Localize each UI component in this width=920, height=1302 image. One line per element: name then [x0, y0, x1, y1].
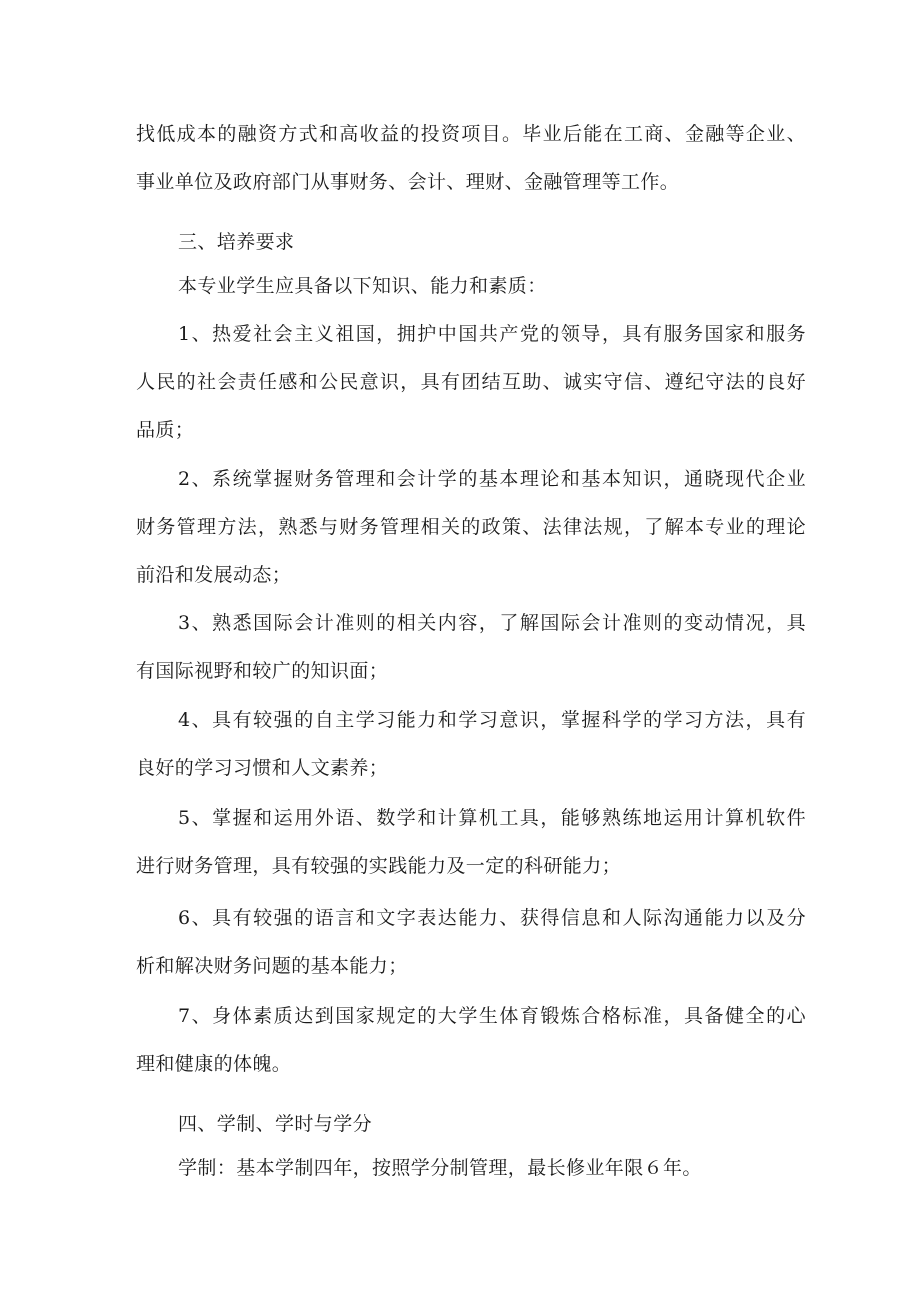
list-item-line: 财务管理方法，熟悉与财务管理相关的政策、法律法规，了解本专业的理论 — [136, 516, 806, 538]
list-item-line: 理和健康的体魄。 — [136, 1053, 292, 1075]
list-item-line: 5、掌握和运用外语、数学和计算机工具，能够熟练地运用计算机软件 — [178, 807, 806, 829]
list-item-line: 1、热爱社会主义祖国，拥护中国共产党的领导，具有服务国家和服务 — [178, 323, 806, 345]
list-item-line: 4、具有较强的自主学习能力和学习意识，掌握科学的学习方法，具有 — [178, 709, 806, 731]
list-item-line: 3、熟悉国际会计准则的相关内容，了解国际会计准则的变动情况，具 — [178, 612, 806, 634]
paragraph-line: 找低成本的融资方式和高收益的投资项目。毕业后能在工商、金融等企业、 — [136, 123, 806, 145]
list-item-line: 品质； — [136, 419, 195, 441]
list-item-line: 良好的学习习惯和人文素养； — [136, 757, 389, 779]
section-intro: 本专业学生应具备以下知识、能力和素质： — [178, 275, 547, 297]
list-item-line: 2、系统掌握财务管理和会计学的基本理论和基本知识，通晓现代企业 — [178, 468, 806, 490]
list-item-line: 有国际视野和较广的知识面； — [136, 660, 389, 682]
section-heading-3: 三、培养要求 — [178, 231, 295, 253]
list-item-line: 析和解决财务问题的基本能力； — [136, 955, 408, 977]
list-item-line: 6、具有较强的语言和文字表达能力、获得信息和人际沟通能力以及分 — [178, 907, 806, 929]
list-item-line: 前沿和发展动态； — [136, 564, 292, 586]
list-item-line: 7、身体素质达到国家规定的大学生体育锻炼合格标准，具备健全的心 — [178, 1005, 806, 1027]
xuezhi-line: 学制：基本学制四年，按照学分制管理，最长修业年限６年。 — [178, 1157, 702, 1179]
list-item-line: 进行财务管理，具有较强的实践能力及一定的科研能力； — [136, 855, 622, 877]
paragraph-line: 事业单位及政府部门从事财务、会计、理财、金融管理等工作。 — [136, 171, 680, 193]
section-heading-4: 四、学制、学时与学分 — [178, 1113, 373, 1135]
list-item-line: 人民的社会责任感和公民意识，具有团结互助、诚实守信、遵纪守法的良好 — [136, 371, 806, 393]
